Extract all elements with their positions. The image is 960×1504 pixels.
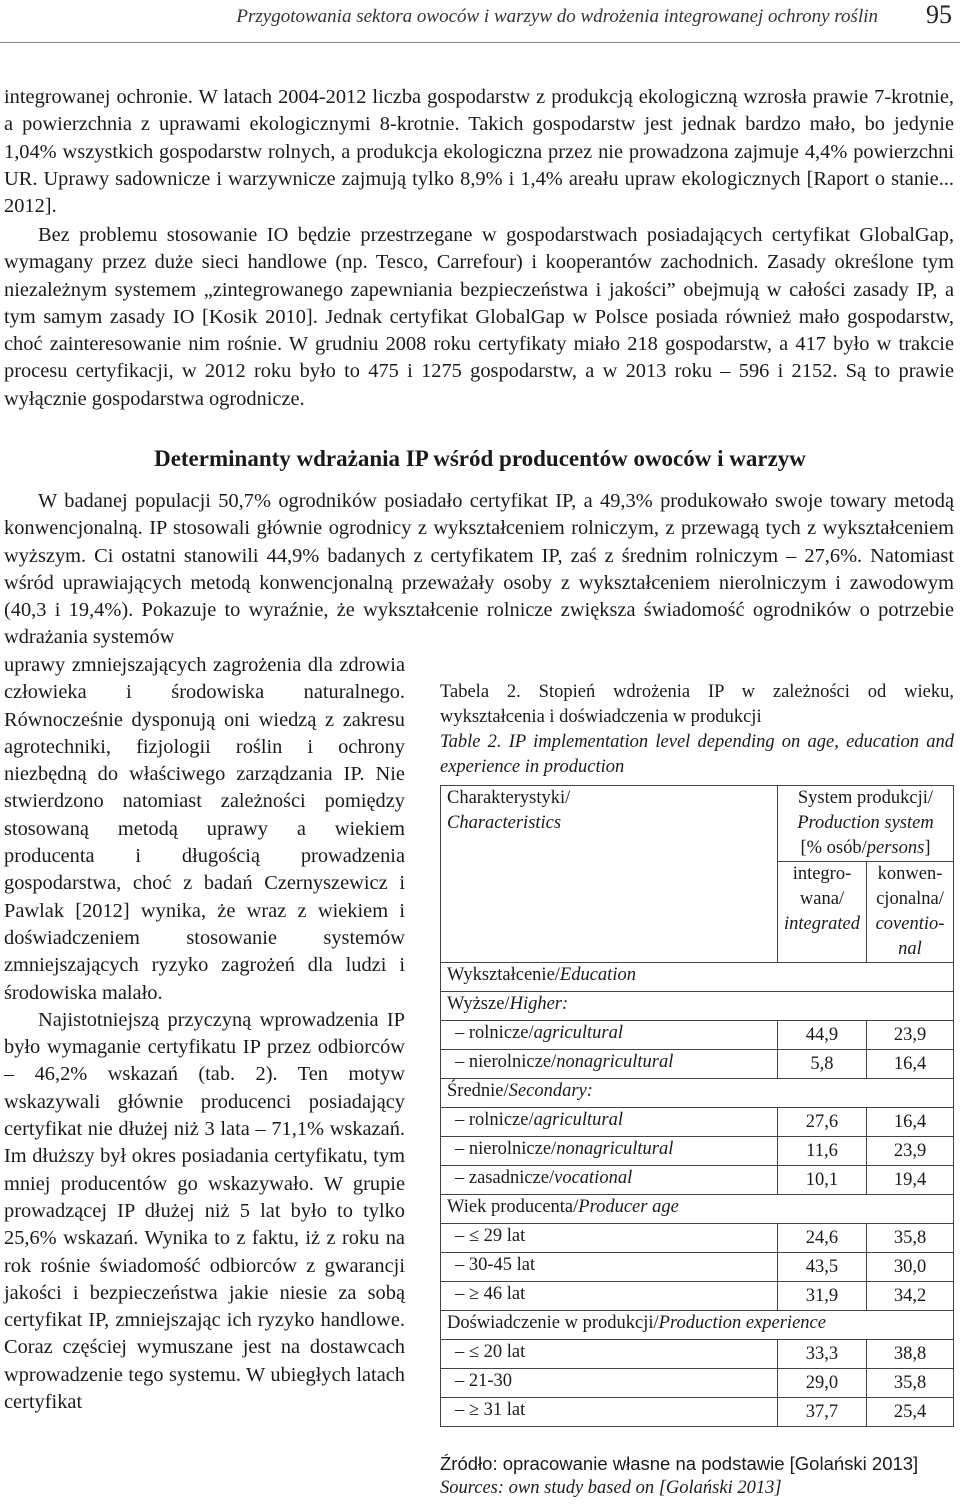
value-conventional: 35,8: [867, 1224, 954, 1253]
row-label: [441, 992, 954, 1021]
row-label: [441, 1398, 778, 1427]
table-row: [441, 1340, 954, 1369]
header-conventional: [867, 862, 954, 963]
row-label-pl: Wyższe/: [447, 994, 510, 1014]
value-integrated: 44,9: [777, 1021, 866, 1050]
row-label-en: Producer age: [578, 1197, 679, 1217]
row-label-pl: – rolnicze/: [455, 1110, 534, 1130]
row-label-pl: – rolnicze/: [455, 1023, 534, 1043]
page-number: 95: [926, 0, 952, 29]
row-label-pl: – zasadnicze/: [455, 1168, 555, 1188]
row-label: [441, 1224, 778, 1253]
table-caption-pl: Tabela 2. Stopień wdrożenia IP w zależności od wieku, wykształcenia i doświadczenia w produkcji: [440, 682, 954, 727]
row-label-pl: Doświadczenie w produkcji/: [447, 1313, 659, 1333]
row-label-en: nonagricultural: [556, 1052, 674, 1072]
table-group-row: [441, 963, 954, 992]
header-integrated: [777, 862, 866, 963]
row-label-en: Education: [559, 965, 636, 985]
header-integrated-en: integrated: [783, 914, 860, 934]
row-label-pl: – 30-45 lat: [455, 1255, 536, 1275]
row-label-pl: – ≥ 46 lat: [455, 1284, 526, 1304]
table-row: [441, 1137, 954, 1166]
table-row: [441, 1398, 954, 1427]
value-conventional: 23,9: [867, 1137, 954, 1166]
value-conventional: 19,4: [867, 1166, 954, 1195]
running-header: [0, 0, 960, 43]
row-label: [441, 1079, 954, 1108]
value-integrated: 5,8: [777, 1050, 866, 1079]
table-row: [441, 1224, 954, 1253]
value-integrated: 31,9: [777, 1282, 866, 1311]
value-integrated: 11,6: [777, 1137, 866, 1166]
table-row: [441, 1369, 954, 1398]
header-characteristics-en: Characteristics: [447, 813, 562, 833]
left-column-paragraph-1: uprawy zmniejszających zagrożenia dla zdrowia człowieka i środowiska naturalnego. Równocześnie dysponują oni wiedzą z zakresu agrotechniki, fizjologii roślin i ochrony niezbędną do właściwego zarządzania IP. Nie stwierdzono natomiast zależności pomiędzy stosowaną metodą uprawy a wiekiem producenta i długością prowadzenia gospodarstwa, choć z badań Czernyszewicz i Pawlak [2012] wynika, że wraz z wiekiem i doświadczeniem stosowanie systemów zmniejszających ryzyko zagrożeń dla ludzi i środowiska malało.: [4, 654, 405, 1004]
row-label: [441, 1311, 954, 1340]
row-label-en: agricultural: [533, 1023, 624, 1043]
row-label: [441, 1166, 778, 1195]
row-label: [441, 1253, 778, 1282]
table-group-row: [441, 1311, 954, 1340]
table-group-row: [441, 992, 954, 1021]
table-source: [440, 1452, 960, 1500]
row-label-pl: – ≥ 31 lat: [455, 1400, 526, 1420]
value-integrated: 10,1: [777, 1166, 866, 1195]
table-row: [441, 1021, 954, 1050]
row-label: [441, 1195, 954, 1224]
table-row: [441, 1253, 954, 1282]
intro-paragraph-2: Bez problemu stosowanie IO będzie przestrzegane w gospodarstwach posiadających certyfikat GlobalGap, wymagany przez duże sieci handlowe (np. Tesco, Carrefour) i kooperantów zachodnich. Zasady określone tym niezależnym systemem „zintegrowanego zapewniania bezpieczeństwa i jakości” obejmują w całości zasady IP, a tym samym zasady IO [Kosik 2010]. Jednak certyfikat GlobalGap w Polsce posiada również mało gospodarstw, choć zainteresowanie nim rośnie. W grudniu 2008 roku certyfikaty miało 218 gospodarstw, a 417 było w trakcie procesu certyfikacji, w 2012 roku było to 475 i 1275 gospodarstw, a w 2013 roku – 596 i 2152. Są to prawie wyłącznie gospodarstwa ogrodnicze.: [4, 224, 954, 410]
header-unit: [784, 836, 947, 861]
value-conventional: 23,9: [867, 1021, 954, 1050]
value-integrated: 24,6: [777, 1224, 866, 1253]
value-integrated: 37,7: [777, 1398, 866, 1427]
row-label-en: Secondary:: [508, 1081, 593, 1101]
data-table: [440, 785, 954, 1427]
table-group-row: [441, 1079, 954, 1108]
value-conventional: 16,4: [867, 1108, 954, 1137]
row-label: [441, 1050, 778, 1079]
header-characteristics: [441, 786, 778, 963]
table-caption-en: Table 2. IP implementation level depending on age, education and experience in production: [440, 732, 954, 777]
value-integrated: 27,6: [777, 1108, 866, 1137]
row-label: [441, 1369, 778, 1398]
value-conventional: 34,2: [867, 1282, 954, 1311]
row-label: [441, 963, 954, 992]
value-integrated: 43,5: [777, 1253, 866, 1282]
header-system-en: Production system: [797, 813, 934, 833]
table-source-en: Sources: own study based on [Golański 2013]: [440, 1478, 782, 1498]
row-label: [441, 1137, 778, 1166]
header-characteristics-pl: Charakterystyki/: [447, 788, 571, 808]
row-label-pl: – nierolnicze/: [455, 1052, 557, 1072]
header-integrated-pl: integro-wana/: [792, 864, 852, 909]
table-row: [441, 1166, 954, 1195]
value-conventional: 38,8: [867, 1340, 954, 1369]
table-group-row: [441, 1195, 954, 1224]
header-system: [777, 786, 953, 862]
table-header-row: [441, 786, 954, 862]
value-integrated: 33,3: [777, 1340, 866, 1369]
row-label: [441, 1282, 778, 1311]
row-label: [441, 1108, 778, 1137]
row-label-en: nonagricultural: [556, 1139, 674, 1159]
value-conventional: 25,4: [867, 1398, 954, 1427]
row-label-pl: Średnie/: [447, 1081, 509, 1101]
row-label-en: Production experience: [658, 1313, 826, 1333]
value-conventional: 35,8: [867, 1369, 954, 1398]
header-unit-c: ]: [924, 838, 931, 858]
row-label-pl: – ≤ 29 lat: [455, 1226, 526, 1246]
row-label: [441, 1021, 778, 1050]
row-label-pl: – nierolnicze/: [455, 1139, 557, 1159]
header-conventional-pl: konwen-cjonalna/: [876, 864, 944, 909]
row-label-pl: Wiek producenta/: [447, 1197, 579, 1217]
left-column-text: [4, 652, 405, 1416]
table-row: [441, 1108, 954, 1137]
header-system-pl: System produkcji/: [797, 788, 934, 808]
intro-paragraph-1: integrowanej ochronie. W latach 2004-2012 liczba gospodarstw z produkcją ekologiczną wzrosła prawie 7-krotnie, a powierzchnia z uprawami ekologicznymi 8-krotnie. Takich gospodarstw jest jednak bardzo mało, bo jedynie 1,04% wszystkich gospodarstw rolnych, a produkcja ekologiczna przez nie prowadzona zajmuje 4,4% powierzchni UR. Uprawy sadownicze i warzywnicze zajmują tylko 8,9% i 1,4% areału upraw ekologicznych [Raport o stanie... 2012].: [4, 86, 954, 218]
table-source-pl: Źródło: opracowanie własne na podstawie [Golański 2013]: [440, 1453, 919, 1474]
section-paragraph: W badanej populacji 50,7% ogrodników posiadało certyfikat IP, a 49,3% produkowało swoje towary metodą konwencjonalną. IP stosowali głównie ogrodnicy z wykształceniem rolniczym, z przewagą tych z wykształceniem wyższym. Ci ostatni stanowili 44,9% badanych z certyfikatem IP, zaś z średnim rolniczym – 27,6%. Natomiast wśród uprawiających metodą konwencjonalną przeważały osoby z wykształceniem nierolniczym i zawodowym (40,3 i 19,4%). Pokazuje to wyraźnie, że wykształcenie rolnicze zwiększa świadomość ogrodników o potrzebie wdrażania systemów: [4, 490, 954, 649]
table-row: [441, 1282, 954, 1311]
row-label-en: Higher:: [509, 994, 569, 1014]
row-label-pl: Wykształcenie/: [447, 965, 560, 985]
row-label: [441, 1340, 778, 1369]
value-integrated: 29,0: [777, 1369, 866, 1398]
header-unit-b: persons: [866, 838, 925, 858]
row-label-en: vocational: [554, 1168, 633, 1188]
running-title: Przygotowania sektora owoców i warzyw do wdrożenia integrowanej ochrony roślin: [236, 6, 878, 27]
section-heading: Determinanty wdrażania IP wśród producentów owoców i warzyw: [154, 446, 806, 471]
value-conventional: 30,0: [867, 1253, 954, 1282]
row-label-en: agricultural: [533, 1110, 624, 1130]
value-conventional: 16,4: [867, 1050, 954, 1079]
table-row: [441, 1050, 954, 1079]
row-label-pl: – ≤ 20 lat: [455, 1342, 526, 1362]
table-caption: [440, 680, 954, 780]
row-label-pl: – 21-30: [455, 1371, 513, 1391]
left-column-paragraph-2: Najistotniejszą przyczyną wprowadzenia IP było wymaganie certyfikatu IP przez odbiorców – 46,2% wskazań (tab. 2). Ten motyw wskazywali głównie producenci posiadający certyfikat nie dłużej niż 3 lata – 71,1% wskazań. Im dłuższy był okres posiadania certyfikatu, tym mniej producentów go wskazywało. W grupie prowadzącej IP dłużej niż 5 lat było to tylko 25,6% wskazań. Wynika to z faktu, iż z roku na rok rośnie świadomość odbiorców z gwarancji jakości i bezpieczeństwa jakie niesie za sobą certyfikat IP, zmniejszając ich ryzyko handlowe. Coraz częściej wymuszane jest na dostawcach wprowadzenie tego systemu. W ubiegłych latach certyfikat: [4, 1008, 405, 1414]
header-unit-a: [% osób/: [800, 838, 867, 858]
header-conventional-en: coventio-nal: [875, 914, 945, 959]
